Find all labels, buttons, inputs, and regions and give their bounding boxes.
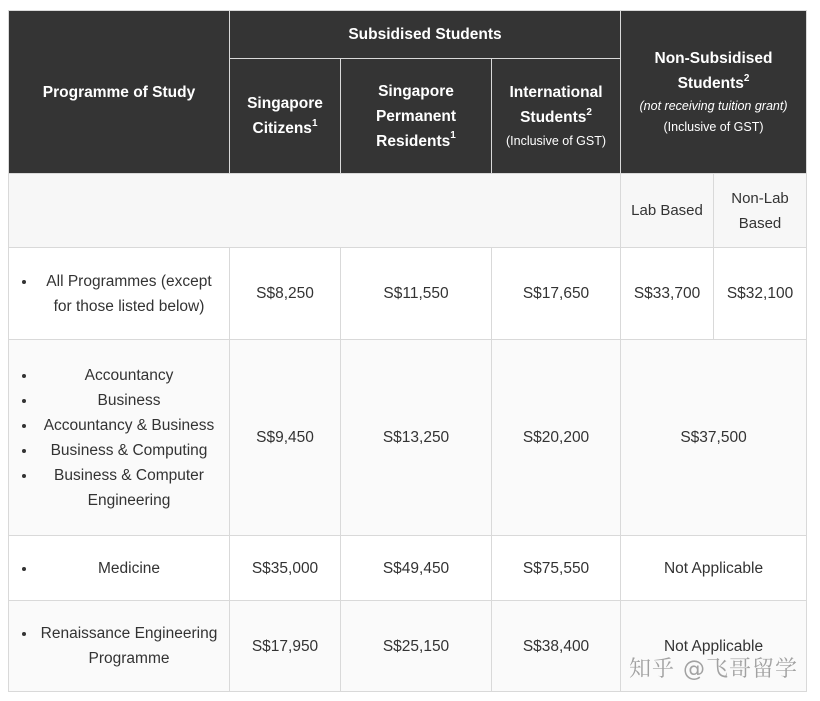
fee-table (8, 10, 807, 692)
fee-pr: S$11,550 (341, 248, 492, 340)
subheader-lab-based: Lab Based (621, 174, 714, 248)
fee-pr: S$49,450 (341, 536, 492, 601)
programme-item: • Renaissance Engineering Programme (37, 621, 221, 671)
programme-item: • Accountancy & Business (37, 413, 221, 438)
footnote-marker: 2 (743, 72, 750, 84)
programme-item: • Medicine (37, 556, 221, 581)
programme-item: • Business (37, 388, 221, 413)
international-gst-note: (Inclusive of GST) (505, 134, 607, 148)
programme-list (17, 556, 221, 581)
fee-international: S$20,200 (492, 340, 621, 536)
footnote-marker: 2 (586, 106, 592, 118)
header-subsidised: Subsidised Students (230, 11, 621, 59)
programme-item: • All Programmes (except for those listed below) (37, 269, 221, 319)
programme-list (17, 363, 221, 513)
header-non-subsidised: Non-Subsidised Students$^2$ (not receiving tuition grant) (Inclusive of GST) (621, 11, 807, 174)
footnote-marker: 1 (450, 130, 456, 142)
fee-citizen: S$9,450 (230, 340, 341, 536)
fee-citizen: S$17,950 (230, 601, 341, 692)
subheader-blank (9, 174, 621, 248)
subheader-non-lab-based: Non-Lab Based (714, 174, 807, 248)
programme-item: • Business & Computer Engineering (37, 463, 221, 513)
programme-cell (9, 248, 230, 340)
fee-pr: S$25,150 (341, 601, 492, 692)
programme-list (17, 621, 221, 671)
non-subsidised-gst-note: (Inclusive of GST) (663, 120, 764, 134)
programme-cell (9, 340, 230, 536)
header-international: International Students$^2$ (Inclusive of GST) (492, 59, 621, 174)
fee-citizen: S$35,000 (230, 536, 341, 601)
fee-international: S$38,400 (492, 601, 621, 692)
programme-list (17, 269, 221, 319)
fee-pr: S$13,250 (341, 340, 492, 536)
header-permanent-residents: Singapore Permanent Residents$^1$ (341, 59, 492, 174)
fee-lab-based: S$33,700 (621, 248, 714, 340)
footnote-marker: 1 (311, 117, 318, 129)
programme-cell (9, 601, 230, 692)
non-subsidised-note: (not receiving tuition grant) (639, 99, 788, 113)
programme-item: • Business & Computing (37, 438, 221, 463)
fee-international: S$17,650 (492, 248, 621, 340)
fee-non-subsidised: S$37,500 (621, 340, 807, 536)
programme-item: • Accountancy (37, 363, 221, 388)
programme-cell (9, 536, 230, 601)
fee-international: S$75,550 (492, 536, 621, 601)
fee-citizen: S$8,250 (230, 248, 341, 340)
watermark: 知乎 @飞哥留学 (629, 657, 798, 682)
header-citizens: Singapore Citizens$^1$ (230, 59, 341, 174)
fee-non-lab-based: S$32,100 (714, 248, 807, 340)
fee-non-subsidised: Not Applicable (621, 601, 807, 692)
fee-non-subsidised: Not Applicable (621, 536, 807, 601)
header-programme: Programme of Study (9, 11, 230, 174)
